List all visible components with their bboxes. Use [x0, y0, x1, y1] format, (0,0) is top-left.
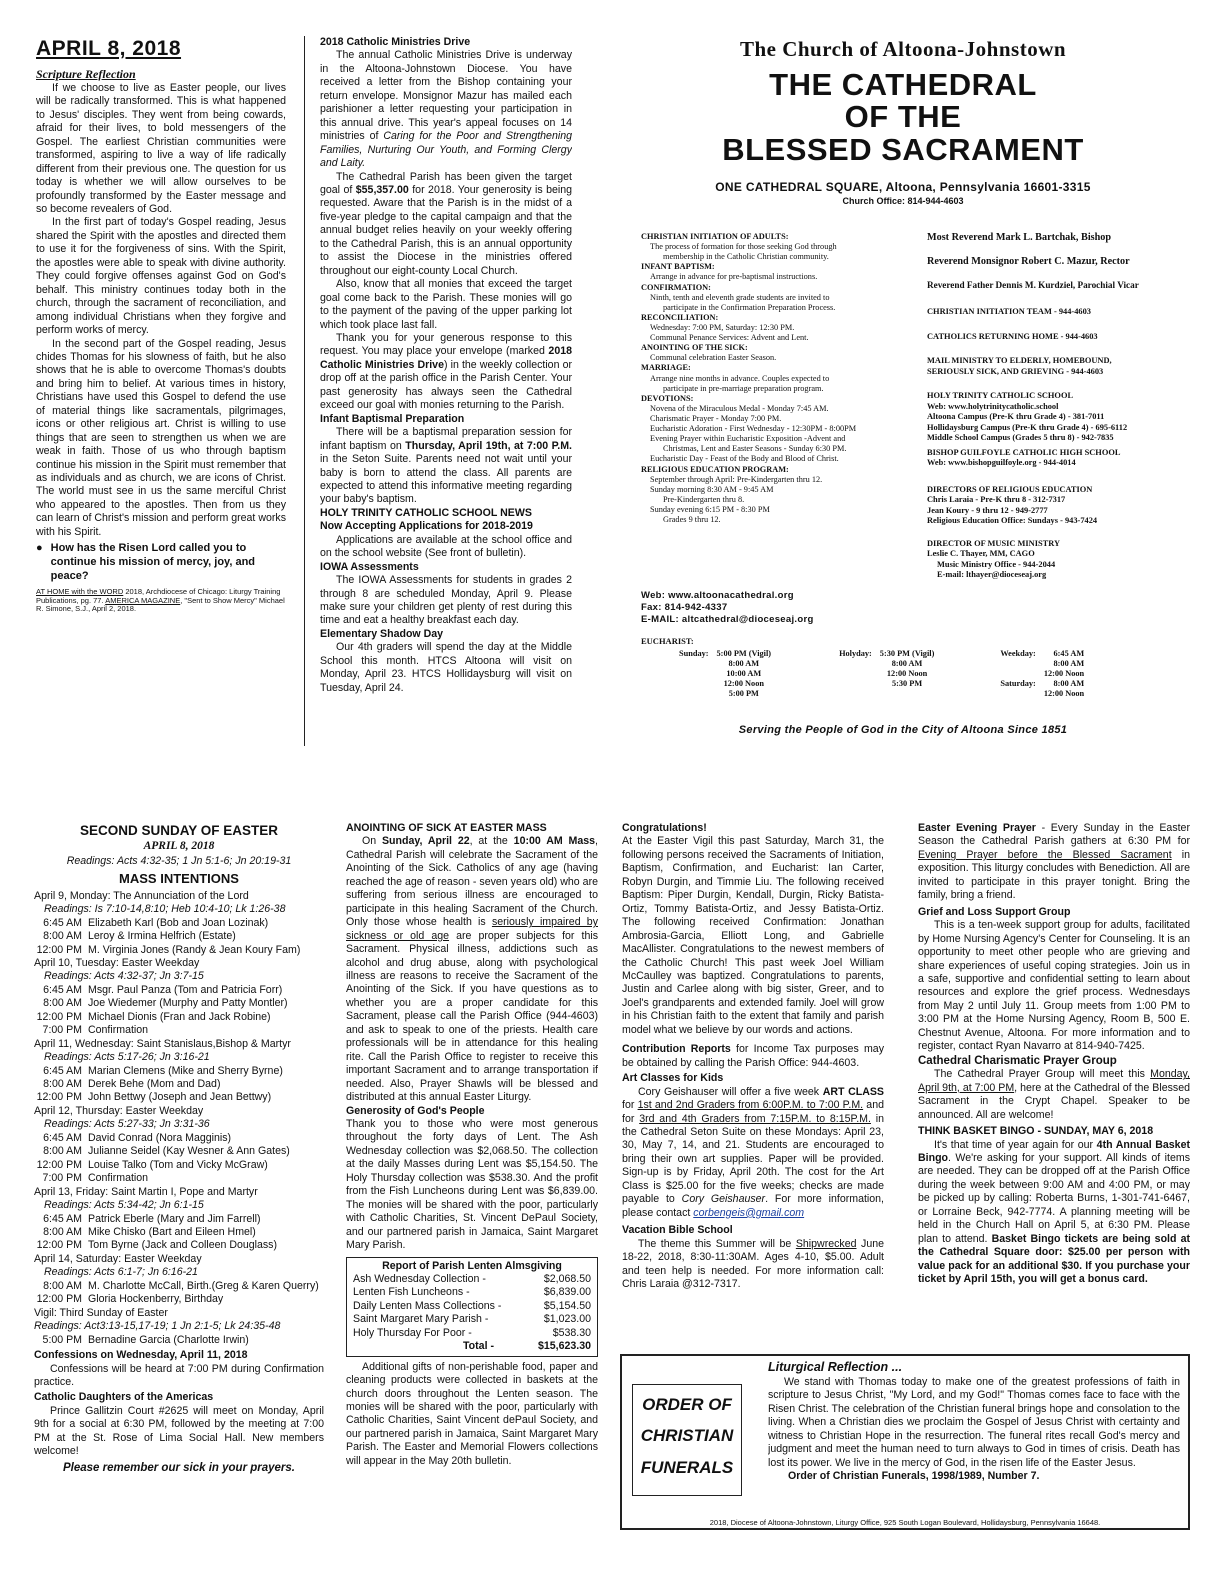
intention-time: 8:00 AM	[43, 997, 82, 1010]
intention-name: Mike Chisko (Bart and Eileen Hmel)	[88, 1226, 256, 1239]
saturday-time: 8:00 AM	[1053, 678, 1085, 688]
bingo-para: It's that time of year again for our 4th Annual Basket Bingo. We're asking for your support. All kinds of items are needed. They can be dropped off at the Parish Office during the week between 9:00 AM and 4:00 PM, or may be picked up by calling: Roberta Burns, 1-301-741-6467, or Lorraine Beck, 942-7774. A planning meeting will be held in the Church Hall on April 5, at 6:30 PM. Please plan to attend. Basket Bingo tickets are being sold at the Cathedral Square door: $25.00 per person with value pack for an additional $30. If you purchase your ticket by April 15th, you will get a bonus card.	[918, 1138, 1190, 1286]
intention-name: David Conrad (Nora Magginis)	[88, 1131, 232, 1144]
mass-time: 10:00 AM	[726, 668, 762, 678]
contribution-reports: Contribution Reports for Income Tax purposes may be obtained by calling the Parish Office: 944-4603.	[622, 1043, 884, 1069]
sacrament-detail: Wednesday: 7:00 PM, Saturday: 12:30 PM.	[650, 322, 795, 332]
reflection-title: Liturgical Reflection ...	[768, 1360, 903, 1374]
saturday-time: 12:00 Noon	[1043, 688, 1085, 698]
intention-name: Patrick Eberle (Mary and Jim Farrell)	[88, 1212, 261, 1225]
intention-name: Derek Behe (Mom and Dad)	[88, 1078, 221, 1091]
intention-name: M. Charlotte McCall, Birth.(Greg & Karen Querry)	[88, 1279, 319, 1292]
sacrament-detail: Grades 9 thru 12.	[663, 515, 721, 525]
ministries-para-3: Also, know that all monies that exceed the target goal come back to the Parish. These monies will go to the payment of the paving of the upper parking lot which took place last fall.	[320, 278, 572, 331]
evening-prayer-para: Easter Evening Prayer - Every Sunday in the Easter Season the Cathedral Parish gathers at 6:30 PM for Evening Prayer before the Blessed Sacrament in exposition. This liturgy concludes with Benediction. All are invited to participate in this prayer tonight. Bring the family, bring a friend.	[918, 822, 1190, 902]
anointing-column	[346, 822, 598, 1550]
sacrament-detail: The process of formation for those seeking God through	[650, 242, 837, 252]
art-classes-heading: Art Classes for Kids	[622, 1072, 724, 1085]
intention-name: Elizabeth Karl (Bob and Joan Lozinak)	[88, 916, 269, 929]
reflection-body: We stand with Thomas today to make one of the greatest professions of faith in scripture to Jesus Christ, "My Lord, and my God!" Thomas comes face to face with the Risen Christ. The celebration of the Christian funeral brings hope and consolation to the living. When a Christian dies we proclaim the Gospel of Jesus Christ with certainty and witness to Christian Hope in the resurrection. The funeral rites recall God's mercy and judgment and meet the human need to turn always to God in times of crisis. Death has lost its power. We live in the mercy of God, in the risen life of the Easter Jesus.	[768, 1375, 1180, 1469]
mass-intentions-heading: MASS INTENTIONS	[119, 871, 239, 887]
music-office: Music Ministry Office - 944-2044	[937, 559, 1056, 569]
weekday-times	[1040, 649, 1088, 699]
reflection-source: Order of Christian Funerals, 1998/1989, Number 7.	[788, 1470, 1040, 1483]
sacrament-heading: MARRIAGE:	[641, 363, 691, 373]
ocf-label-box	[632, 1384, 742, 1496]
report-value: $538.30	[552, 1326, 591, 1339]
intention-time: 6:45 AM	[43, 1212, 82, 1225]
church-office-phone: Church Office: 814-944-4603	[842, 195, 964, 206]
mail-ministry-1: MAIL MINISTRY TO ELDERLY, HOMEBOUND,	[927, 356, 1112, 365]
school-news-heading: HOLY TRINITY CATHOLIC SCHOOL NEWS	[320, 506, 532, 519]
intention-time: 6:45 AM	[43, 1064, 82, 1077]
shadow-day-para: Our 4th graders will spend the day at the Middle School this month. HTCS Altoona will visit on Monday, April 23. HTCS Hollidaysburg will visit on Tuesday, April 24.	[320, 641, 572, 694]
intention-row	[34, 1024, 324, 1037]
ministries-para-4: Thank you for your generous response to this request. You may place your envelope (marked 2018 Catholic Ministries Drive) in the weekly collection or drop off at the parish office in the Parish Center. Your past generosity has always seen the Cathedral exceed our goal with monies returning to the Parish.	[320, 331, 572, 412]
intention-readings: Readings: Acts 4:32-37; Jn 3:7-15	[44, 970, 204, 983]
intention-row	[34, 1078, 324, 1091]
intention-row	[34, 917, 324, 930]
sacrament-detail: Communal Penance Services: Advent and Lent.	[650, 333, 809, 343]
intention-time: 7:00 PM	[42, 1024, 82, 1037]
holyday-times	[876, 649, 939, 699]
sacrament-detail: participate in the Confirmation Preparation Process.	[663, 302, 836, 312]
mass-time: 8:00 AM	[891, 658, 923, 668]
intention-time: 12:00 PM	[36, 1293, 82, 1306]
holyday-label: Holyday:	[839, 648, 872, 658]
sacrament-detail: Pre-Kindergarten thru 8.	[663, 494, 745, 504]
intention-day: April 11, Wednesday: Saint Stanislaus,Bishop & Martyr	[34, 1037, 291, 1050]
music-director: Leslie C. Thayer, MM, CAGO	[927, 549, 1035, 558]
rector-name: Reverend Monsignor Robert C. Mazur, Rector	[927, 255, 1130, 267]
sacrament-heading: DEVOTIONS:	[641, 393, 694, 403]
report-total: Total - $15,623.30	[463, 1340, 591, 1353]
congratulations-heading: Congratulations!	[622, 822, 707, 834]
intention-readings: Readings: Act3:13-15,17-19; 1 Jn 2:1-5; Lk 24:35-48	[34, 1320, 281, 1333]
mass-intentions-list	[34, 890, 324, 1347]
ministries-para-2: The Cathedral Parish has been given the target goal of $55,357.00 for 2018. Your generosity is being requested. Aware that the Parish is in the midst of a five-year pledge to the capital campaign and that the annual budget relies heavily on your weekly offering to the Cathedral Parish, this is an annual opportunity to assist the Diocese in the ministries offered throughout our eight-county Local Church.	[320, 170, 572, 277]
cathedral-name-2: OF THE	[844, 99, 962, 135]
intention-readings: Readings: Acts 5:17-26; Jn 3:16-21	[44, 1051, 210, 1064]
confessions-para: Confessions will be heard at 7:00 PM during Confirmation practice.	[34, 1362, 324, 1388]
intention-time: 6:45 AM	[43, 1131, 82, 1144]
bishop-name: Most Reverend Mark L. Bartchak, Bishop	[927, 232, 1112, 243]
intention-name: John Bettwy (Joseph and Jean Bettwy)	[88, 1091, 272, 1104]
report-row	[353, 1300, 591, 1313]
sacrament-detail: Eucharistic Day - Feast of the Body and Blood of Christ.	[650, 454, 839, 464]
ministries-para-1: The annual Catholic Ministries Drive is underway in the Altoona-Johnstown Diocese. You have received a letter from the Bishop containing your return envelope. Monsignor Mazur has mailed each parishioner a letter requesting your participation in this annual drive. This year's appeal focuses on 14 ministries of Caring for the Poor and Strengthening Families, Nurturing Our Youth, and Forming Clergy and Laity.	[320, 49, 572, 170]
iowa-para: The IOWA Assessments for students in grades 2 through 8 are scheduled Monday, April 9. Please make sure your children get plenty of rest during this time and eat a healthy breakfast each day.	[320, 574, 572, 627]
vicar-name: Reverend Father Dennis M. Kurdziel, Parochial Vicar	[927, 279, 1139, 290]
sacrament-heading: CONFIRMATION:	[641, 282, 711, 292]
intention-name: Confirmation	[88, 1172, 149, 1185]
high-school-web[interactable]: Web: www.bishopguilfoyle.org - 944-4014	[927, 458, 1076, 467]
music-email[interactable]: E-mail: lthayer@dioceseaj.org	[937, 570, 1047, 579]
intention-time: 6:45 AM	[43, 916, 82, 929]
ocf-line-3: FUNERALS	[640, 1457, 734, 1477]
scripture-citation: AT HOME with the WORD 2018, Archdiocese of Chicago: Liturgy Training Publications, pg. 77. AMERICA MAGAZINE, "Sent to Show Mercy" Michael R. Simone, S.J., April 2, 2018.	[36, 587, 285, 614]
intention-name: Leroy & Irmina Helfrich (Estate)	[88, 930, 236, 943]
intention-row	[34, 1132, 324, 1145]
intention-name: Confirmation	[88, 1024, 149, 1037]
intention-row	[34, 1239, 324, 1252]
fax-number: Fax: 814-942-4337	[641, 602, 728, 614]
intention-row	[34, 930, 324, 943]
sacrament-detail: Communal celebration Easter Season.	[650, 353, 777, 363]
liturgical-reflection	[768, 1360, 1180, 1520]
weekday-time: 6:45 AM	[1053, 648, 1085, 658]
report-label: Ash Wednesday Collection -	[353, 1272, 486, 1285]
intention-time: 8:00 AM	[43, 930, 82, 943]
intention-row	[34, 1226, 324, 1239]
sacrament-detail: Arrange in advance for pre-baptismal instructions.	[650, 272, 818, 282]
school-web[interactable]: Web: www.holytrinitycatholic.school	[927, 401, 1059, 411]
sacrament-detail: Ninth, tenth and eleventh grade students are invited to	[650, 292, 830, 302]
charismatic-heading: Cathedral Charismatic Prayer Group	[918, 1054, 1117, 1067]
intention-readings: Readings: Is 7:10-14,8:10; Heb 10:4-10; Lk 1:26-38	[44, 903, 286, 916]
dre-laraia: Chris Laraia - Pre-K thru 8 - 312-7317	[927, 495, 1066, 504]
art-classes-para: Cory Geishauser will offer a five week ART CLASS for 1st and 2nd Graders from 6:00P.M. to 7:00 P.M. and for 3rd and 4th Graders from 7:15P.M. to 8:15P.M. in the Cathedral Seton Suite on these Mondays: April 23, 30, May 7, 14, and 21. Students are encouraged to bring their own art supplies. Paper will be provided. Sign-up is by Friday, April 20th. The cost for the Art Class is $25.00 for the five weeks; checks are made payable to Cory Geishauser. For more information, please contact corbengeis@gmail.com	[622, 1085, 884, 1219]
staff-directory	[927, 232, 1189, 632]
baptism-para: There will be a baptismal preparation session for infant baptism on Thursday, April 19th, at 7:00 P.M. in the Seton Suite. Parents need not wait until your baby is born to attend the class. All parents are expected to attend this informative meeting regarding your baby's baptism.	[320, 426, 572, 506]
intention-day: April 12, Thursday: Easter Weekday	[34, 1104, 204, 1117]
sacrament-detail: Novena of the Miraculous Medal - Monday 7:45 AM.	[650, 403, 829, 413]
report-row	[353, 1286, 591, 1299]
intention-time: 6:45 AM	[43, 983, 82, 996]
contact-block	[641, 590, 923, 632]
bingo-heading: THINK BASKET BINGO - SUNDAY, MAY 6, 2018	[918, 1125, 1154, 1138]
intention-name: Marian Clemens (Mike and Sherry Byrne)	[88, 1064, 283, 1077]
bullet-icon: ●	[36, 542, 43, 555]
intention-row	[34, 1159, 324, 1172]
sunday-times	[713, 649, 776, 699]
vbs-para: The theme this Summer will be Shipwrecked June 18-22, 2018, 8:30-11:30AM. Ages 4-10, $5.00. Adult and teen help is needed. For more information call: Chris Laraia @312-7317.	[622, 1237, 884, 1290]
liturgy-office-footer: 2018, Diocese of Altoona-Johnstown, Liturgy Office, 925 South Logan Boulevard, Hollidaysburg, Pennsylvania 16648.	[709, 1518, 1101, 1527]
congratulations-column	[622, 822, 884, 1342]
saturday-label: Saturday:	[1000, 678, 1036, 688]
campus-altoona: Altoona Campus (Pre-K thru Grade 4) - 381-7011	[927, 412, 1105, 421]
sacrament-heading: RELIGIOUS EDUCATION PROGRAM:	[641, 464, 789, 474]
intention-time: 5:00 PM	[42, 1333, 82, 1346]
intention-row	[34, 984, 324, 997]
intention-time: 12:00 PM	[36, 1010, 82, 1023]
intention-row	[34, 1091, 324, 1104]
intention-name: Msgr. Paul Panza (Tom and Patricia Forr)	[88, 983, 283, 996]
intention-row	[34, 1213, 324, 1226]
masthead	[620, 36, 1186, 216]
intention-time: 12:00 PM	[36, 1239, 82, 1252]
music-heading: DIRECTOR OF MUSIC MINISTRY	[927, 538, 1061, 548]
cathedral-name-3: BLESSED SACRAMENT	[722, 131, 1084, 167]
sacrament-heading: ANOINTING OF THE SICK:	[641, 343, 748, 353]
sacrament-detail: Eucharistic Adoration - First Wednesday - 12:30PM - 8:00PM	[650, 424, 857, 434]
bulletin-date: APRIL 8, 2018	[36, 37, 182, 60]
shadow-day-heading: Elementary Shadow Day	[320, 627, 444, 640]
ministries-drive-heading: 2018 Catholic Ministries Drive	[320, 36, 471, 48]
intention-name: Tom Byrne (Jack and Colleen Douglass)	[88, 1239, 278, 1252]
charismatic-para: The Cathedral Prayer Group will meet this Monday, April 9th, at 7:00 PM, here at the Cathedral of the Blessed Sacrament in the Crypt Chapel. Speaker to be announced. All are welcome!	[918, 1068, 1190, 1121]
intention-time: 8:00 AM	[43, 1078, 82, 1091]
sacraments-list	[641, 232, 923, 577]
almsgiving-report	[346, 1257, 598, 1357]
report-row	[353, 1313, 591, 1326]
ministries-column	[320, 36, 572, 756]
baptism-heading: Infant Baptismal Preparation	[320, 412, 465, 425]
email-link[interactable]: E-MAIL: altcathedral@dioceseaj.org	[641, 614, 814, 626]
mail-ministry-2: SERIOUSLY SICK, AND GRIEVING - 944-4603	[927, 366, 1104, 376]
sunday-label: Sunday:	[679, 648, 709, 658]
report-label: Saint Margaret Mary Parish -	[353, 1313, 489, 1326]
ocf-line-1: ORDER OF	[642, 1395, 732, 1414]
dre-koury: Jean Koury - 9 thru 12 - 949-2777	[927, 505, 1048, 515]
additional-gifts-para: Additional gifts of non-perishable food, paper and cleaning products were collected in baskets at the church doors throughout the Lenten season. The monies will be shared with the poor, particularly with Catholic Charities, Saint Vincent dePaul Society, and our partnered parish in Jamaica, Saint Margaret Mary Parish. The Easter and Memorial Flowers collections will appear in the May 20th bulletin.	[346, 1360, 598, 1467]
initiation-team: CHRISTIAN INITIATION TEAM - 944-4603	[927, 307, 1091, 316]
intention-time: 12:00 PM	[36, 1091, 82, 1104]
evening-prayer-column	[918, 822, 1190, 1342]
congratulations-para: At the Easter Vigil this past Saturday, March 31, the following persons received the Sacraments of Initiation, Baptism, Confirmation, and Eucharist: Ian Carter, Robyn Durgin, and Timmie Liu. The following received Baptism: Piper Durgin, Kendall, Durgin, Ricky Batista-Ortiz, Tommy Batista-Ortiz, and Jessy Batista-Ortiz. The following received Confirmation: Jonathan Ambrosia-Garcia, Elliott Long, and Gabrielle MacAllister. Congratulations to the newest members of the Catholic Church! This past week Joel William McCaulley was baptized. Congratulations to parents, Justin and Carlee along with big sister, Greer, and to Joel's grandparents and extended family. Joel will grow in his Christian faith to the extent that family and parish model what we believe by our words and actions.	[622, 835, 884, 1036]
mass-time: 5:00 PM	[728, 688, 759, 698]
campus-middle: Middle School Campus (Grades 5 thru 8) - 942-7835	[927, 433, 1114, 442]
anointing-heading: ANOINTING OF SICK AT EASTER MASS	[346, 822, 547, 834]
intention-name: Julianne Seidel (Kay Wesner & Ann Gates)	[88, 1145, 290, 1158]
intention-row	[34, 1172, 324, 1185]
cda-heading: Catholic Daughters of the Americas	[34, 1391, 214, 1404]
mass-time: 8:00 AM	[728, 658, 760, 668]
sacrament-detail: participate in pre-marriage preparation program.	[663, 383, 824, 393]
sacrament-detail: Evening Prayer within Eucharistic Exposition -Advent and	[650, 434, 846, 444]
scripture-column	[36, 36, 286, 756]
anointing-para: On Sunday, April 22, at the 10:00 AM Mass, Cathedral Parish will celebrate the Sacrament of the Anointing of the Sick. Catholics of any age (having reached the age of reason - seven years old) who are suffering from serious illness are encouraged to participate in this healing Sacrament of the Church. Only those whose health is seriously impaired by sickness or old age are proper subjects for this Sacrament. Physical illness, addictions such as alcohol and drug abuse, along with psychological illness are reasons to receive the Sacrament of the Anointing of the Sick. If you have questions as to whether you are a proper candidate for this Sacrament, please call the Parish Office (944-4603) and ask to speak to one of the priests. Health care professionals will be in attendance for this healing rite. Call the Parish Office to register to receive this important Sacrament and to arrange transportation if needed. Also, Prayer Shawls will be blessed and distributed at this annual Easter Liturgy.	[346, 835, 598, 1104]
sacrament-heading: RECONCILIATION:	[641, 312, 719, 322]
mass-time: 5:30 PM (Vigil)	[879, 648, 935, 658]
eucharist-schedule	[641, 636, 1191, 718]
website-link[interactable]: Web: www.altoonacathedral.org	[641, 590, 794, 601]
high-school-name: BISHOP GUILFOYLE CATHOLIC HIGH SCHOOL	[927, 447, 1121, 457]
intention-name: M. Virginia Jones (Randy & Jean Koury Fam)	[88, 943, 301, 956]
sacrament-heading: INFANT BAPTISM:	[641, 262, 715, 272]
report-label: Daily Lenten Mass Collections -	[353, 1299, 502, 1312]
weekday-time: 8:00 AM	[1053, 658, 1085, 668]
sacrament-detail: Arrange nine months in advance. Couples expected to	[650, 373, 830, 383]
weekday-label: Weekday:	[1000, 648, 1036, 658]
applications-para: Applications are available at the school office and on the school website (See front of bulletin).	[320, 533, 572, 560]
scripture-para-1: If we choose to live as Easter people, our lives will be radically transformed. This is what happened to Jesus' disciples. They went from being cowards, afraid for their lives, to bold messengers of the Gospel. The earliest Christian communities were transformed, aspiring to live a way of life radically different from their previous one. The question for us today is whether we will allow ourselves to be profoundly transformed by the Easter message and so become revealers of God.	[36, 81, 286, 215]
scripture-para-3: In the second part of the Gospel reading, Jesus chides Thomas for his slowness of faith, but he also shows that he is able to overcome Thomas's doubts and bring him to belief. At various times in history, Christians have used this Gospel to defend the use of material things like sacramentals, pilgrimages, icons or other religious art. Christ is willing to use things that are seen to strengthen us when we are weak in faith. Those of us who through baptism continue his mission in the Spirit must remember that as individuals and as church, we are icons of Christ. The world must see in us the same merciful Christ who appeared to the apostles. Then from us they can learn of Christ's mission and perform great works with his Spirit.	[36, 337, 286, 538]
grief-heading: Grief and Loss Support Group	[918, 905, 1071, 918]
cathedral-address: ONE CATHEDRAL SQUARE, Altoona, Pennsylvania 16601-3315	[715, 180, 1091, 195]
weekday-label-col	[996, 649, 1040, 699]
sunday-readings: Readings: Acts 4:32-35; 1 Jn 5:1-6; Jn 20:19-31	[66, 854, 292, 867]
sunday-title: SECOND SUNDAY OF EASTER	[79, 823, 279, 838]
generosity-heading: Generosity of God's People	[346, 1104, 485, 1117]
sacrament-detail: Sunday evening 6:15 PM - 8:30 PM	[650, 504, 770, 514]
intention-name: Joe Wiedemer (Murphy and Patty Montler)	[88, 997, 288, 1010]
dre-heading: DIRECTORS OF RELIGIOUS EDUCATION	[927, 484, 1093, 494]
intention-time: 8:00 AM	[43, 1226, 82, 1239]
applications-heading: Now Accepting Applications for 2018-2019	[320, 520, 533, 533]
sacrament-detail: September through April: Pre-Kindergarten thru 12.	[650, 474, 823, 484]
report-row	[353, 1327, 591, 1340]
mass-intentions-column	[34, 822, 324, 1550]
mass-time: 12:00 Noon	[886, 668, 928, 678]
intention-readings: Readings: Acts 5:27-33; Jn 3:31-36	[44, 1118, 210, 1131]
intention-row	[34, 997, 324, 1010]
ocf-line-2: CHRISTIAN	[640, 1426, 734, 1446]
intention-row	[34, 1145, 324, 1158]
sacrament-detail: Sunday morning 8:30 AM - 9:45 AM	[650, 484, 774, 494]
report-value: $1,023.00	[543, 1313, 591, 1326]
intention-name: Bernadine Garcia (Charlotte Irwin)	[88, 1333, 249, 1346]
intention-day: April 13, Friday: Saint Martin I, Pope and Martyr	[34, 1185, 258, 1198]
campus-hollidaysburg: Hollidaysburg Campus (Pre-K thru Grade 4) - 695-6112	[927, 422, 1128, 432]
cathedral-name-1: THE CATHEDRAL	[769, 66, 1037, 102]
intention-day: April 10, Tuesday: Easter Weekday	[34, 956, 200, 969]
reflection-question: ● How has the Risen Lord called you to continue his mission of mercy, joy, and peace?	[36, 542, 256, 583]
eucharist-label: EUCHARIST:	[641, 636, 694, 646]
intention-name: Louise Talko (Tom and Vicky McGraw)	[88, 1158, 268, 1171]
report-label: Holy Thursday For Poor -	[353, 1326, 472, 1339]
intention-readings: Readings: Acts 5:34-42; Jn 6:1-15	[44, 1199, 204, 1212]
report-value: $2,068.50	[543, 1272, 591, 1285]
catholics-returning: CATHOLICS RETURNING HOME - 944-4603	[927, 331, 1098, 341]
cda-para: Prince Gallitzin Court #2625 will meet on Monday, April 9th for a social at 6:30 PM, followed by the meeting at 7:00 PM at the St. Rose of Lima Social Hall. New members welcome!	[34, 1404, 324, 1458]
intention-readings: Readings: Acts 6:1-7; Jn 6:16-21	[44, 1266, 198, 1279]
report-value: $5,154.50	[543, 1299, 591, 1312]
mass-time: 5:00 PM (Vigil)	[716, 648, 772, 658]
intention-day: Vigil: Third Sunday of Easter	[34, 1306, 168, 1319]
intention-row	[34, 1065, 324, 1078]
school-name: HOLY TRINITY CATHOLIC SCHOOL	[927, 391, 1074, 400]
sacrament-heading: CHRISTIAN INITIATION OF ADULTS:	[641, 232, 789, 241]
intention-time: 12:00 PM	[36, 943, 82, 956]
report-value: $6,839.00	[543, 1286, 591, 1299]
prayer-request: Please remember our sick in your prayers.	[62, 1461, 296, 1474]
serving-tagline: Serving the People of God in the City of Altoona Since 1851	[738, 724, 1068, 736]
sacrament-detail: Charismatic Prayer - Monday 7:00 PM.	[650, 413, 782, 423]
intention-name: Michael Dionis (Fran and Jack Robine)	[88, 1010, 271, 1023]
scripture-heading: Scripture Reflection	[36, 66, 136, 81]
intention-time: 8:00 AM	[43, 1145, 82, 1158]
intention-row	[34, 1334, 324, 1347]
art-email-link[interactable]: corbengeis@gmail.com	[693, 1206, 805, 1219]
report-row	[353, 1273, 591, 1286]
intention-time: 7:00 PM	[42, 1172, 82, 1185]
sacrament-detail: membership in the Catholic Christian community.	[663, 252, 829, 262]
report-label: Lenten Fish Luncheons -	[353, 1286, 470, 1299]
mass-time: 5:30 PM	[891, 678, 923, 688]
column-divider	[304, 36, 305, 746]
intention-day: April 14, Saturday: Easter Weekday	[34, 1252, 202, 1265]
iowa-heading: IOWA Assessments	[320, 560, 419, 573]
report-title: Report of Parish Lenten Almsgiving	[382, 1259, 562, 1272]
dre-office: Religious Education Office: Sundays - 943-7424	[927, 516, 1098, 525]
weekday-time: 12:00 Noon	[1043, 668, 1085, 678]
grief-para: This is a ten-week support group for adults, facilitated by Home Nursing Agency's Center for Counseling. It is an opportunity to meet other people who are grieving and share experiences of useful coping strategies. Join us in a safe, supportive and confidential setting to learn about resources and explore the grief process. Wednesdays from May 2 until July 11. Group meets from 1:00 PM to 3:00 PM at the Home Nursing Agency, Room B, 500 E. Chestnut Avenue, Altoona. For more information and to register, contact Ryan Navarro at 814-940-7425.	[918, 919, 1190, 1053]
sunday-date: APRIL 8, 2018	[143, 840, 215, 853]
intention-time: 8:00 AM	[43, 1279, 82, 1292]
diocese-name: The Church of Altoona-Johnstown	[739, 37, 1067, 61]
generosity-para: Thank you to those who were most generous throughout the forty days of Lent. The Ash Wednesday collection was $2,068.50. The collection at the daily Masses during Lent was $5,154.50. The Holy Thursday collection was $538.30. And the profit from the Fish Luncheons during Lent was $6,839.00. The monies will be shared with the poor, particularly with Catholic Charities, St. Vincent DePaul Society, and our partnered parish in Jamaica, Saint Margaret Mary Parish.	[346, 1117, 598, 1252]
intention-row	[34, 1293, 324, 1306]
scripture-para-2: In the first part of today's Gospel reading, Jesus shared the Spirit with the apostles and directed them to use it for the forgiveness of sins. With the Spirit, the apostles were able to speak with divine authority. They could forgive offenses against God on God's behalf. This ministry continues today both in the church, through the sacrament of reconciliation, and among individual Christians when they forgive and perform works of mercy.	[36, 216, 286, 337]
intention-name: Gloria Hockenberry, Birthday	[88, 1293, 224, 1306]
intention-day: April 9, Monday: The Annunciation of the Lord	[34, 889, 249, 902]
vbs-heading: Vacation Bible School	[622, 1224, 733, 1237]
intention-time: 12:00 PM	[36, 1158, 82, 1171]
intention-row	[34, 1280, 324, 1293]
mass-time: 12:00 Noon	[723, 678, 764, 688]
intention-row	[34, 944, 324, 957]
sacrament-detail: Christmas, Lent and Easter Seasons - Sunday 6:30 PM.	[663, 444, 847, 454]
intention-row	[34, 1011, 324, 1024]
confessions-heading: Confessions on Wednesday, April 11, 2018	[34, 1349, 248, 1362]
